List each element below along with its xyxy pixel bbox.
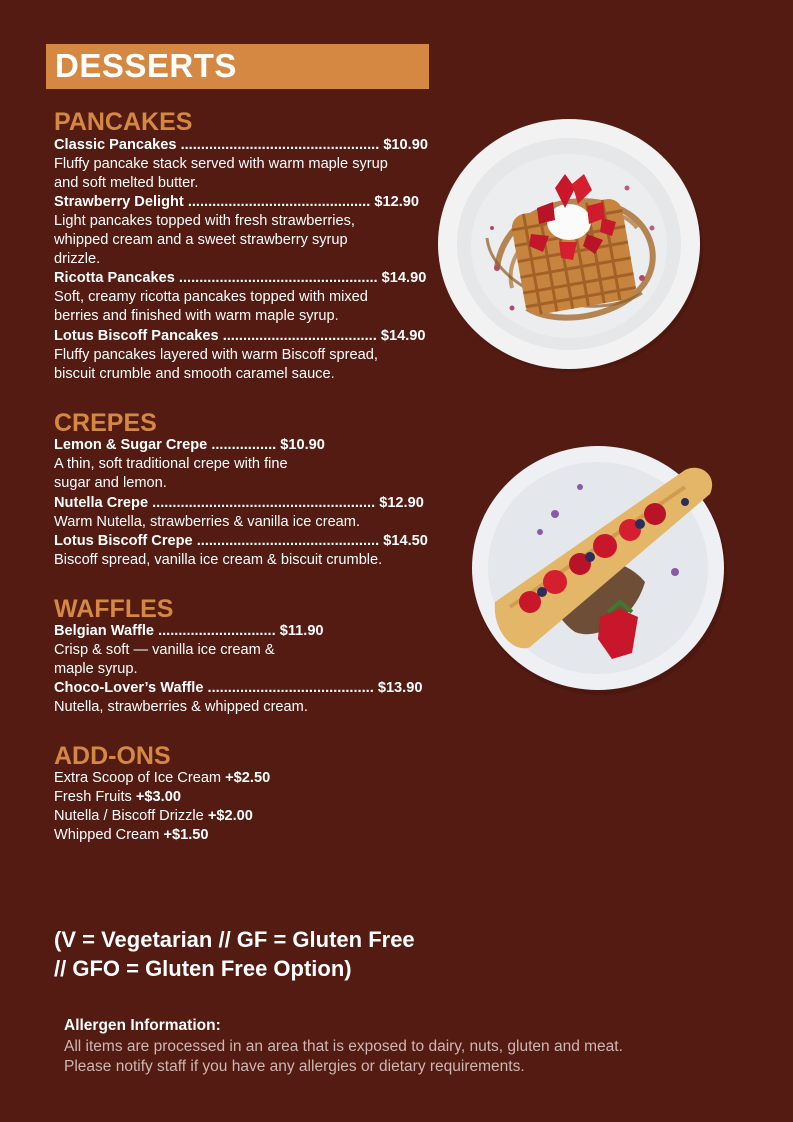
item-leader: .......................................................: [148, 495, 376, 511]
item-description: Crisp & soft — vanilla ice cream &: [54, 642, 275, 658]
waffle-plate-photo: [437, 118, 705, 374]
menu-title: DESSERTS: [55, 47, 237, 84]
allergen-text: All items are processed in an area that is exposed to dairy, nuts, gluten and meat.: [64, 1038, 623, 1055]
menu-item-lotus-biscoff-crepe: [54, 532, 428, 551]
item-description: drizzle.: [54, 251, 101, 267]
item-description: and soft melted butter.: [54, 175, 199, 191]
item-leader: .........................................: [203, 680, 374, 696]
menu-item-ricotta-pancakes: [54, 269, 426, 288]
item-name: Belgian Waffle: [54, 623, 155, 639]
allergen-title: Allergen Information:: [64, 1017, 221, 1034]
item-name: Choco-Lover’s Waffle: [54, 680, 204, 696]
item-name: Lemon & Sugar Crepe: [54, 437, 208, 453]
item-price: $13.90: [377, 680, 423, 696]
item-name: Lotus Biscoff Crepe: [54, 533, 193, 549]
menu-item-belgian-waffle: [54, 622, 324, 641]
addon-label: Nutella / Biscoff Drizzle: [54, 808, 208, 824]
item-description: whipped cream and a sweet strawberry syrup: [54, 232, 348, 248]
item-name: Strawberry Delight: [54, 194, 184, 210]
dietary-legend-line: (V = Vegetarian // GF = Gluten Free: [54, 927, 415, 952]
item-name: Lotus Biscoff Pancakes: [54, 328, 219, 344]
item-description: Warm Nutella, strawberries & vanilla ice cream.: [54, 514, 361, 530]
addon-price: +$2.50: [225, 770, 271, 786]
addons-title: ADD-ONS: [54, 742, 171, 770]
addon-price: +$2.00: [207, 808, 253, 824]
item-leader: ................: [207, 437, 277, 453]
item-description: Biscoff spread, vanilla ice cream & biscuit crumble.: [54, 552, 383, 568]
item-name: Classic Pancakes: [54, 137, 177, 153]
waffles-title: WAFFLES: [54, 595, 174, 623]
item-leader: .............................................: [192, 533, 380, 549]
item-description: Soft, creamy ricotta pancakes topped with mixed: [54, 289, 368, 305]
menu-item-nutella-crepe: [54, 494, 424, 513]
dietary-legend-line: // GFO = Gluten Free Option): [54, 956, 352, 981]
addon-label: Extra Scoop of Ice Cream: [54, 770, 226, 786]
item-description: Fluffy pancake stack served with warm maple syrup: [54, 156, 388, 172]
menu-item-strawberry-delight: [54, 193, 419, 212]
addon-price: +$3.00: [135, 789, 181, 805]
addon-item: [54, 769, 270, 788]
menu-item-classic-pancakes: [54, 136, 428, 155]
item-description: biscuit crumble and smooth caramel sauce.: [54, 366, 335, 382]
addon-price: +$1.50: [163, 827, 209, 843]
item-name: Nutella Crepe: [54, 495, 149, 511]
addon-item: [54, 826, 209, 845]
addon-label: Whipped Cream: [54, 827, 164, 843]
addon-item: [54, 807, 253, 826]
item-leader: .............................................: [183, 194, 371, 210]
crepes-title: CREPES: [54, 409, 157, 437]
item-price: $14.90: [380, 328, 426, 344]
item-description: berries and finished with warm maple syrup.: [54, 308, 339, 324]
item-description: Fluffy pancakes layered with warm Biscoff spread,: [54, 347, 378, 363]
item-price: $12.90: [379, 495, 424, 511]
menu-title-banner: [46, 44, 429, 89]
item-description: maple syrup.: [54, 661, 138, 677]
item-price: $10.90: [280, 437, 325, 453]
item-description: Nutella, strawberries & whipped cream.: [54, 699, 308, 715]
allergen-text: Please notify staff if you have any allergies or dietary requirements.: [64, 1058, 525, 1075]
item-leader: ......................................: [218, 328, 377, 344]
item-description: A thin, soft traditional crepe with fine: [54, 456, 288, 472]
crepe-plate-photo: [470, 442, 728, 696]
item-leader: .............................: [154, 623, 276, 639]
item-price: $10.90: [383, 137, 428, 153]
item-price: $11.90: [279, 623, 324, 639]
pancakes-title: PANCAKES: [54, 108, 193, 136]
menu-item-lotus-biscoff-pancakes: [54, 327, 425, 346]
item-leader: .................................................: [174, 270, 378, 286]
addon-label: Fresh Fruits: [54, 789, 136, 805]
item-price: $14.90: [381, 270, 427, 286]
item-leader: .................................................: [176, 137, 380, 153]
addon-item: [54, 788, 181, 807]
item-price: $12.90: [374, 194, 419, 210]
menu-item-choco-lovers-waffle: [54, 679, 422, 698]
item-name: Ricotta Pancakes: [54, 270, 175, 286]
item-description: sugar and lemon.: [54, 475, 167, 491]
menu-item-lemon-sugar-crepe: [54, 436, 325, 455]
item-price: $14.50: [383, 533, 428, 549]
item-description: Light pancakes topped with fresh strawberries,: [54, 213, 355, 229]
